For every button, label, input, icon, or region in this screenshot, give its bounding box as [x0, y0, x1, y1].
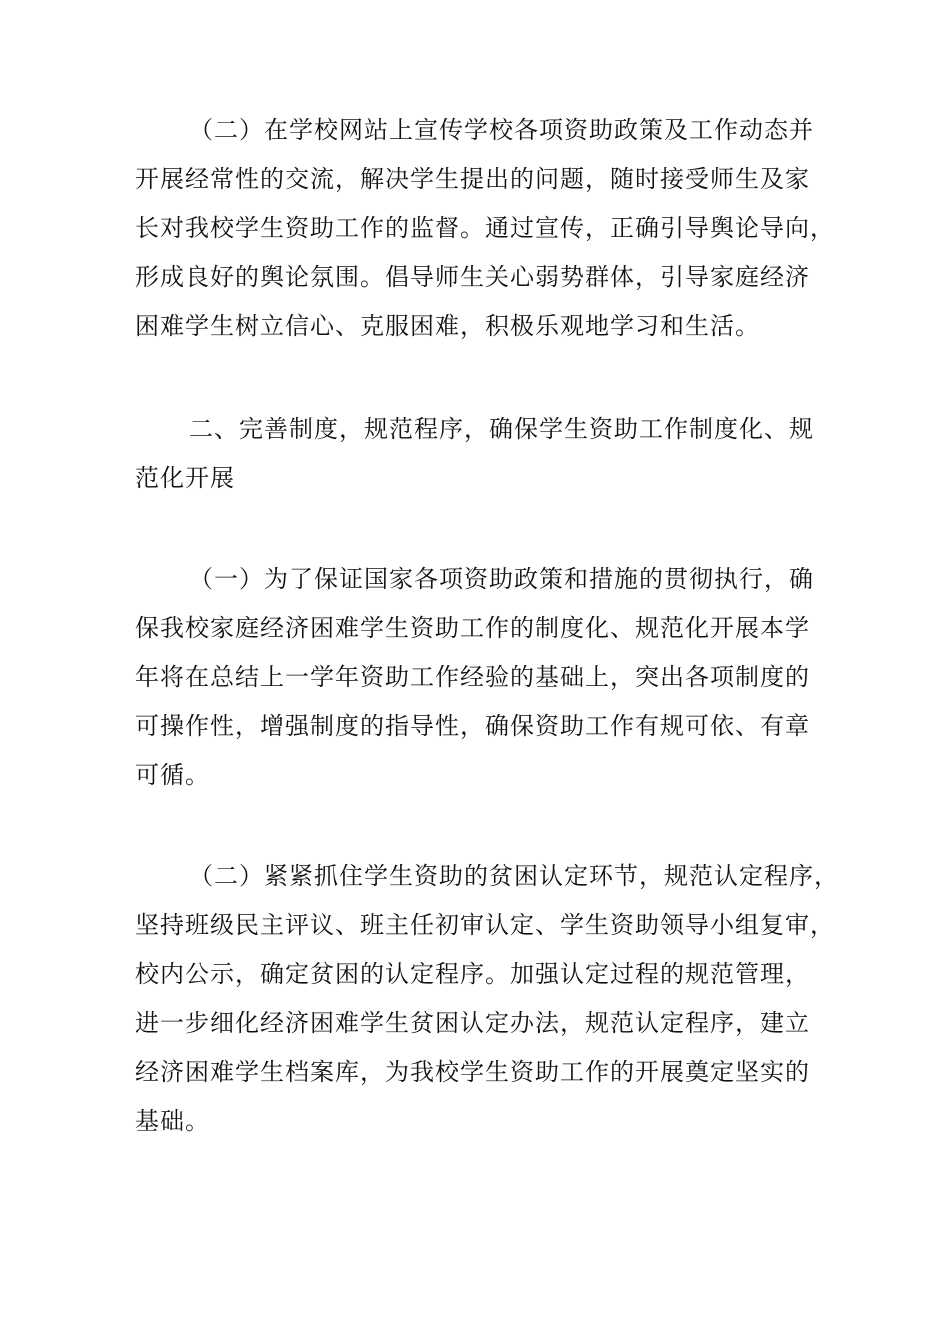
heading-line: 范化开展 — [135, 464, 235, 492]
paragraph-line: 保我校家庭经济困难学生资助工作的制度化、规范化开展本学 — [135, 614, 810, 642]
heading-line: 二、完善制度，规范程序，确保学生资助工作制度化、规 — [189, 415, 814, 443]
paragraph-line: 可循。 — [135, 761, 210, 789]
section-heading — [135, 405, 835, 503]
paragraph-line: 开展经常性的交流，解决学生提出的问题，随时接受师生及家 — [135, 165, 810, 193]
paragraph-line: （二）紧紧抓住学生资助的贫困认定环节，规范认定程序， — [189, 862, 839, 890]
paragraph-line: 可操作性，增强制度的指导性，确保资助工作有规可依、有章 — [135, 712, 810, 740]
paragraph-line: 校内公示，确定贫困的认定程序。加强认定过程的规范管理， — [135, 960, 810, 988]
paragraph-line: （二）在学校网站上宣传学校各项资助政策及工作动态并 — [189, 116, 814, 144]
paragraph-line: 基础。 — [135, 1107, 210, 1135]
paragraph-policy-implementation — [135, 555, 835, 800]
paragraph-line: 长对我校学生资助工作的监督。通过宣传，正确引导舆论导向， — [135, 214, 835, 242]
paragraph-poverty-identification — [135, 852, 839, 1146]
paragraph-line: 形成良好的舆论氛围。倡导师生关心弱势群体，引导家庭经济 — [135, 263, 810, 291]
paragraph-line: 困难学生树立信心、克服困难，积极乐观地学习和生活。 — [135, 312, 760, 340]
paragraph-line: 经济困难学生档案库，为我校学生资助工作的开展奠定坚实的 — [135, 1058, 810, 1086]
paragraph-line: 坚持班级民主评议、班主任初审认定、学生资助领导小组复审， — [135, 911, 835, 939]
paragraph-line: （一）为了保证国家各项资助政策和措施的贯彻执行，确 — [189, 565, 814, 593]
paragraph-line: 年将在总结上一学年资助工作经验的基础上，突出各项制度的 — [135, 663, 810, 691]
paragraph-line: 进一步细化经济困难学生贫困认定办法，规范认定程序，建立 — [135, 1009, 810, 1037]
paragraph-publicity — [135, 106, 835, 351]
